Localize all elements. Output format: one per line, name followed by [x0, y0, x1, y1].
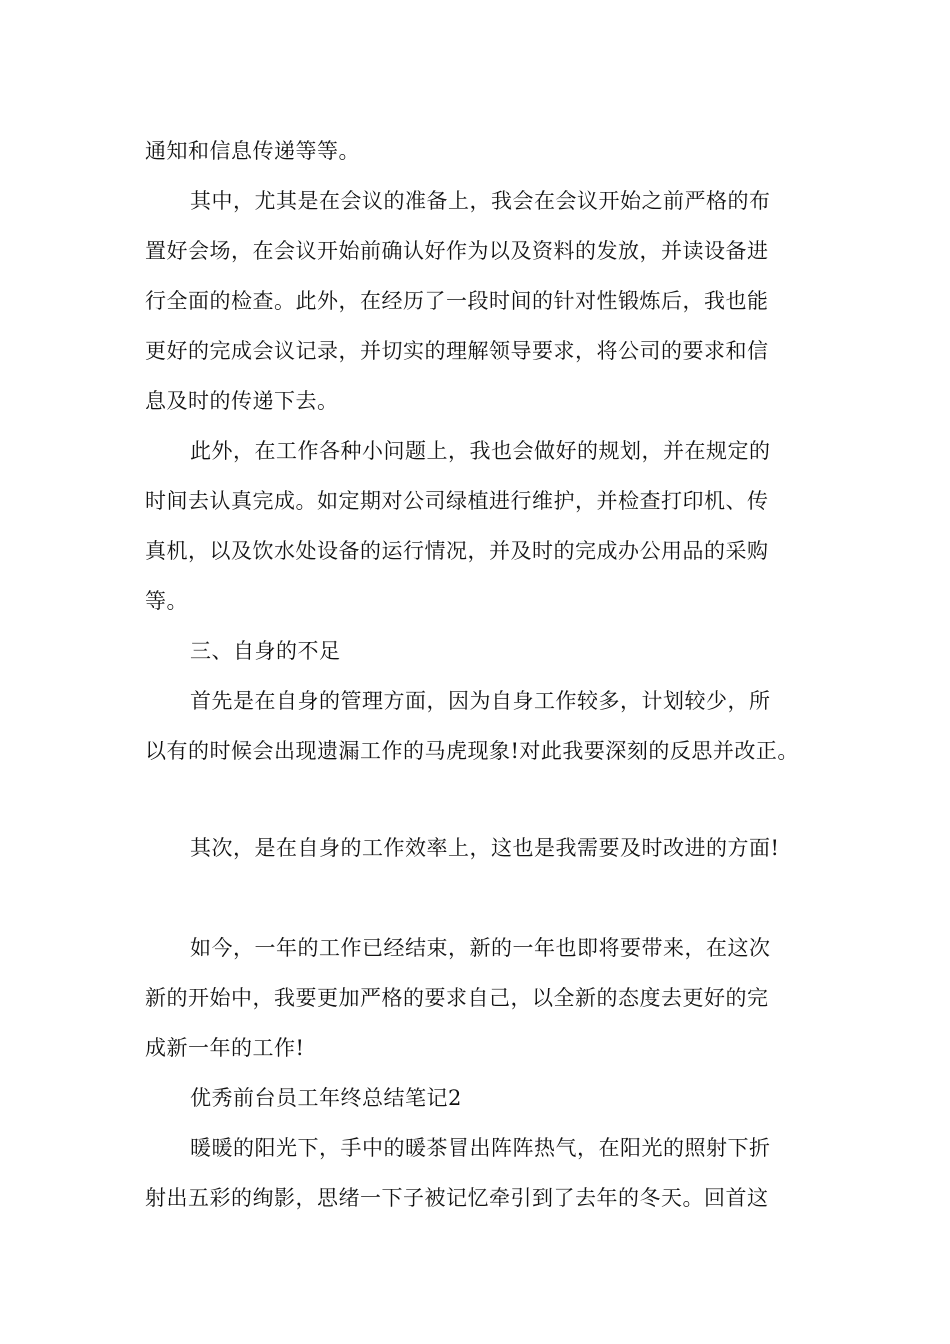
text-line: 暖暖的阳光下，手中的暖茶冒出阵阵热气，在阳光的照射下折	[190, 1136, 771, 1160]
section-heading: 三、自身的不足	[190, 639, 341, 663]
text-line: 首先是在自身的管理方面，因为自身工作较多，计划较少，所	[190, 689, 771, 713]
text-line: 以有的时候会出现遗漏工作的马虎现象!对此我要深刻的反思并改正。	[145, 739, 799, 763]
text-line: 更好的完成会议记录，并切实的理解领导要求，将公司的要求和信	[145, 339, 769, 363]
section-heading: 优秀前台员工年终总结笔记2	[190, 1086, 462, 1110]
text-line: 其中，尤其是在会议的准备上，我会在会议开始之前严格的布	[190, 189, 771, 213]
text-line: 此外，在工作各种小问题上，我也会做好的规划，并在规定的	[190, 439, 771, 463]
text-line: 置好会场，在会议开始前确认好作为以及资料的发放，并读设备进	[145, 239, 769, 263]
text-line: 成新一年的工作!	[145, 1036, 305, 1060]
text-line: 新的开始中，我要更加严格的要求自己，以全新的态度去更好的完	[145, 986, 769, 1010]
text-line: 通知和信息传递等等。	[145, 139, 360, 163]
text-line: 真机，以及饮水处设备的运行情况，并及时的完成办公用品的采购	[145, 539, 769, 563]
text-line: 等。	[145, 589, 188, 613]
text-line: 其次，是在自身的工作效率上，这也是我需要及时改进的方面!	[190, 836, 780, 860]
text-line: 行全面的检查。此外，在经历了一段时间的针对性锻炼后，我也能	[145, 289, 769, 313]
text-line: 射出五彩的绚影，思绪一下子被记忆牵引到了去年的冬天。回首这	[145, 1186, 769, 1210]
text-line: 时间去认真完成。如定期对公司绿植进行维护，并检查打印机、传	[145, 489, 769, 513]
text-line: 息及时的传递下去。	[145, 389, 339, 413]
text-line: 如今，一年的工作已经结束，新的一年也即将要带来，在这次	[190, 936, 771, 960]
